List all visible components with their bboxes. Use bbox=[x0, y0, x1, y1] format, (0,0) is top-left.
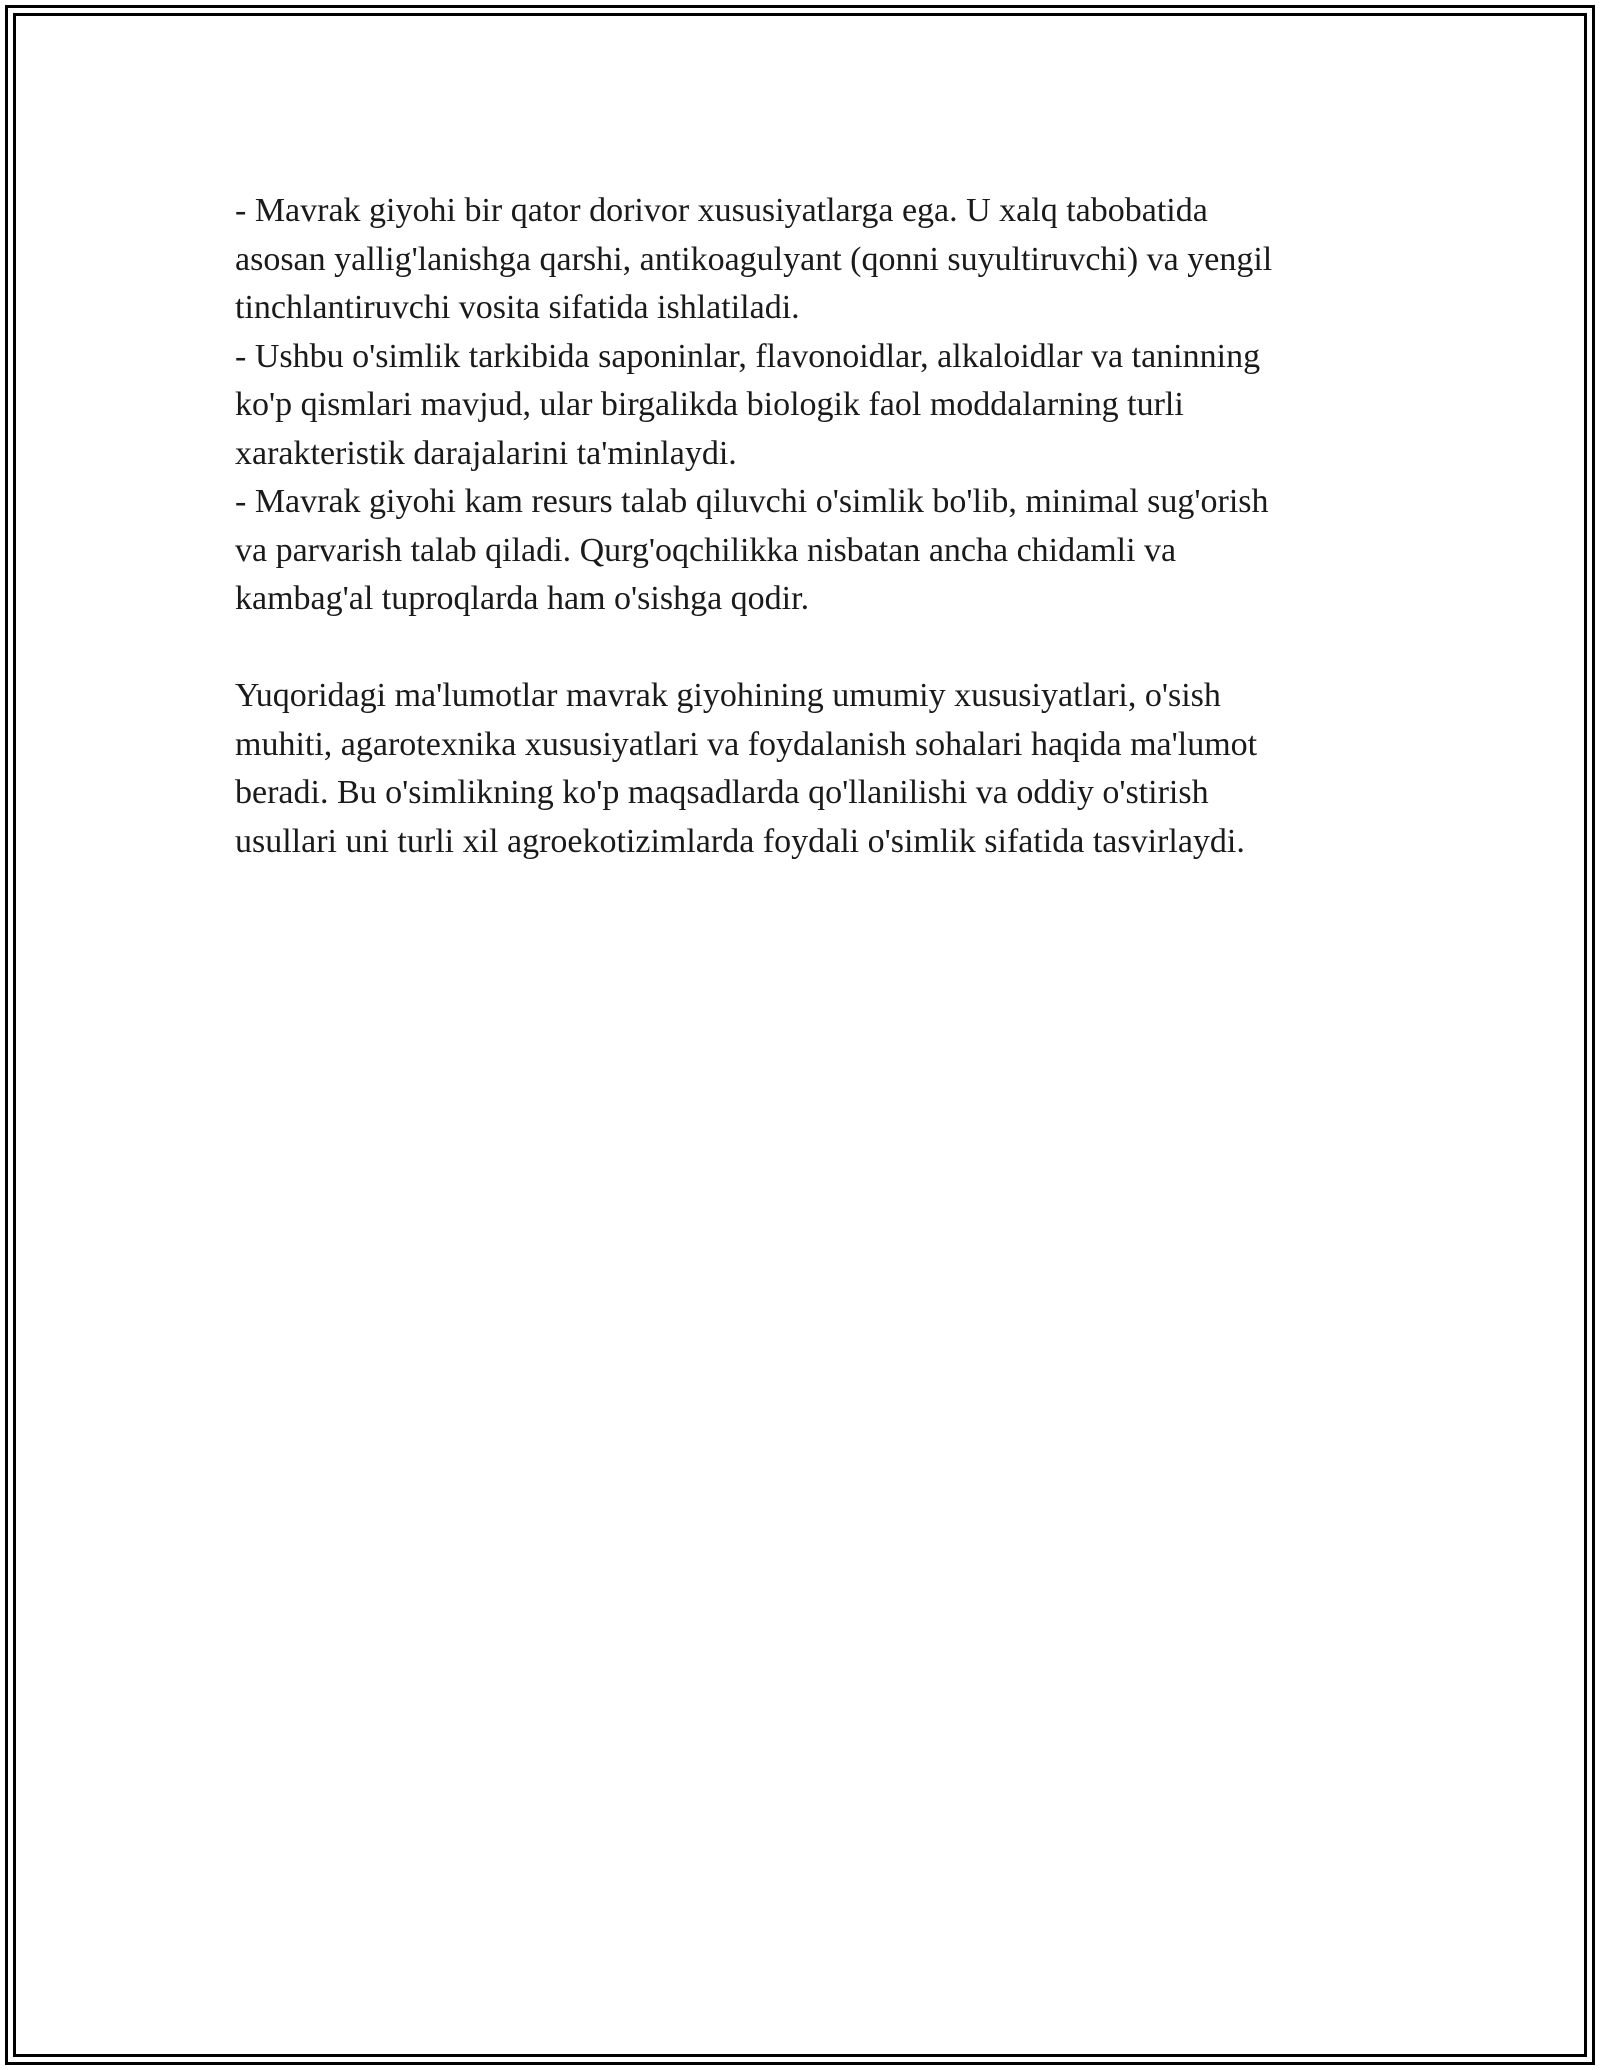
bullet-item-composition bbox=[235, 333, 1385, 479]
text-line: tinchlantiruvchi vosita sifatida ishlatiladi. bbox=[235, 289, 800, 326]
text-line: ko'p qismlari mavjud, ular birgalikda biologik faol moddalarning turli bbox=[235, 386, 1184, 423]
text-line: asosan yallig'lanishga qarshi, antikoagulyant (qonni suyultiruvchi) va yengil bbox=[235, 240, 1273, 278]
text-line: muhiti, agarotexnika xususiyatlari va foydalanish sohalari haqida ma'lumot bbox=[235, 725, 1258, 763]
text-line: - Ushbu o'simlik tarkibida saponinlar, flavonoidlar, alkaloidlar va taninning bbox=[235, 337, 1261, 375]
text-line: beradi. Bu o'simlikning ko'p maqsadlarda qo'llanilishi va oddiy o'stirish bbox=[235, 774, 1209, 811]
text-line: kambag'al tuproqlarda ham o'sishga qodir. bbox=[235, 580, 810, 617]
text-line: Yuqoridagi ma'lumotlar mavrak giyohining umumiy xususiyatlari, o'sish bbox=[235, 677, 1221, 714]
bullet-item-cultivation bbox=[235, 478, 1385, 624]
paragraph-spacer bbox=[235, 624, 1385, 673]
document-body bbox=[235, 187, 1385, 866]
bullet-item-medicinal bbox=[235, 187, 1385, 333]
text-line: xarakteristik darajalarini ta'minlaydi. bbox=[235, 434, 737, 472]
summary-paragraph bbox=[235, 672, 1385, 866]
text-line: - Mavrak giyohi bir qator dorivor xususiyatlarga ega. U xalq tabobatida bbox=[235, 192, 1208, 229]
text-line: - Mavrak giyohi kam resurs talab qiluvchi o'simlik bo'lib, minimal sug'orish bbox=[235, 483, 1269, 520]
text-line: va parvarish talab qiladi. Qurg'oqchilikka nisbatan ancha chidamli va bbox=[235, 531, 1177, 569]
text-line: usullari uni turli xil agroekotizimlarda foydali o'simlik sifatida tasvirlaydi. bbox=[235, 822, 1245, 860]
